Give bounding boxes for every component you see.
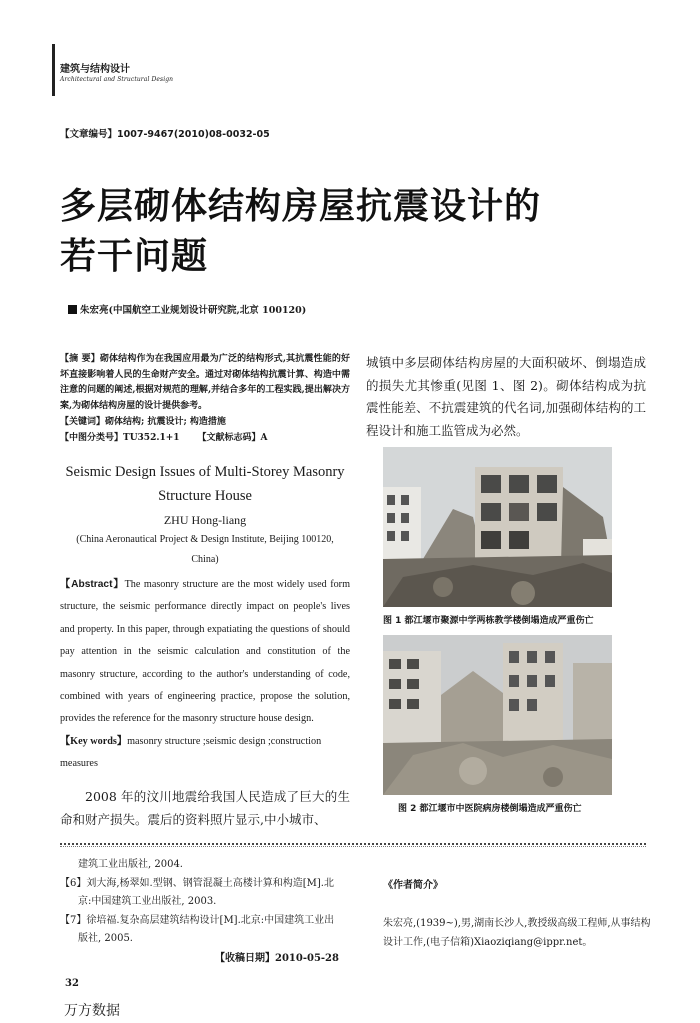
english-affiliation [60,530,350,570]
paper-title [60,182,620,282]
reference-6-line1: 【6】刘大海,杨翠如.型钢、钢管混凝土高楼计算和构造[M].北 [60,877,334,889]
paper-title-line2: 若干问题 [60,236,209,277]
english-abstract-tag: 【Abstract】 [60,579,125,590]
author-bullet-icon [68,305,77,314]
journal-name-cn: 建筑与结构设计 [60,64,130,75]
author-bio-text: 朱宏亮,(1939~),男,湖南长沙人,教授级高级工程师,从事结构设计工作,(电子信箱)Xiaoziqiang@ippr.net。 [383,918,651,948]
collapsed-hospital-building-image [383,635,612,795]
reference-6-line2: 京:中国建筑工业出版社, 2003. [78,896,217,907]
right-column [366,352,646,442]
header-rule [52,44,55,96]
author-line [68,302,306,316]
figure-1-photo [383,447,612,607]
section-divider [60,843,646,847]
english-keywords-tag: 【Key words】 [60,735,128,747]
reference-7-line1: 【7】徐培福.复杂高层建筑结构设计[M].北京:中国建筑工业出 [60,914,335,926]
english-keywords [60,731,350,775]
author-bio-heading: 《作者简介》 [383,880,443,891]
watermark: 万方数据 [64,1003,120,1019]
reference-5-continued: 建筑工业出版社, 2004. [78,859,183,870]
abstract-cn-tag: 【摘 要】 [60,354,100,364]
doc-code: 【文献标志码】A [197,433,268,443]
english-affiliation-line1: (China Aeronautical Project & Design Institute, Beijing 100120, [76,534,334,545]
left-column [60,352,350,831]
abstract-cn [60,352,350,414]
abstract-cn-text: 砌体结构作为在我国应用最为广泛的结构形式,其抗震性能的好坏直接影响着人民的生命财产安全。通过对砌体结构抗震计算、构造中需注意的问题的阐述,根据对规范的理解,并结合多年的工程实践,提出解决方案,为砌体结构房屋的设计提供参考。 [60,354,350,411]
classification-line [60,430,350,446]
figure-2-photo [383,635,612,795]
journal-name-en: Architectural and Structural Design [60,76,174,83]
english-keywords-text: masonry structure ;seismic design ;construction measures [60,735,322,769]
english-title [60,460,350,508]
page-number: 32 [65,978,79,989]
keywords-cn [60,414,350,430]
paper-title-line1: 多层砌体结构房屋抗震设计的 [60,186,542,227]
article-number: 【文章编号】1007-9467(2010)08-0032-05 [60,129,270,140]
body-text-right: 城镇中多层砌体结构房屋的大面积破坏、倒塌造成的损失尤其惨重(见图 1、图 2)。砌体结构成为抗震性能差、不抗震建筑的代名词,加强砌体结构的工程设计和施工监管成为必然。 [366,355,646,438]
body-text-left: 2008 年的汶川地震给我国人民造成了巨大的生命和财产损失。震后的资料照片显示,中小城市、 [60,788,350,827]
collapsed-school-building-image [383,447,612,607]
figure-2-caption: 图 2 都江堰市中医院病房楼倒塌造成严重伤亡 [398,804,582,814]
clc-code: 【中图分类号】TU352.1+1 [60,433,180,443]
english-title-line2: Structure House [158,488,252,504]
keywords-cn-tag: 【关键词】 [60,417,106,427]
english-abstract-text: The masonry structure are the most widely used form structure, the seismic performance directly impact on people's lives and property. In this paper, through expatiating the questions of should pay attention in the seismic calculation and constitution of the masonry structure, according to the author's understanding of code, combined with years of engineering practice, propose the solution, provides the reference for the masonry structure house design. [60,579,351,725]
author-bio [383,876,653,952]
keywords-cn-text: 砌体结构; 抗震设计; 构造措施 [105,417,226,427]
references [60,856,350,949]
author-affiliation: 朱宏亮(中国航空工业规划设计研究院,北京 100120) [80,305,307,316]
english-title-line1: Seismic Design Issues of Multi-Storey Masonry [65,464,345,480]
english-affiliation-line2: China) [191,554,219,565]
figure-1-caption: 图 1 都江堰市聚源中学两栋教学楼倒塌造成严重伤亡 [383,616,594,626]
english-abstract [60,574,350,731]
reference-7-line2: 版社, 2005. [78,933,133,944]
received-date: 【收稿日期】2010-05-28 [215,953,339,964]
english-author: ZHU Hong-liang [163,513,247,527]
